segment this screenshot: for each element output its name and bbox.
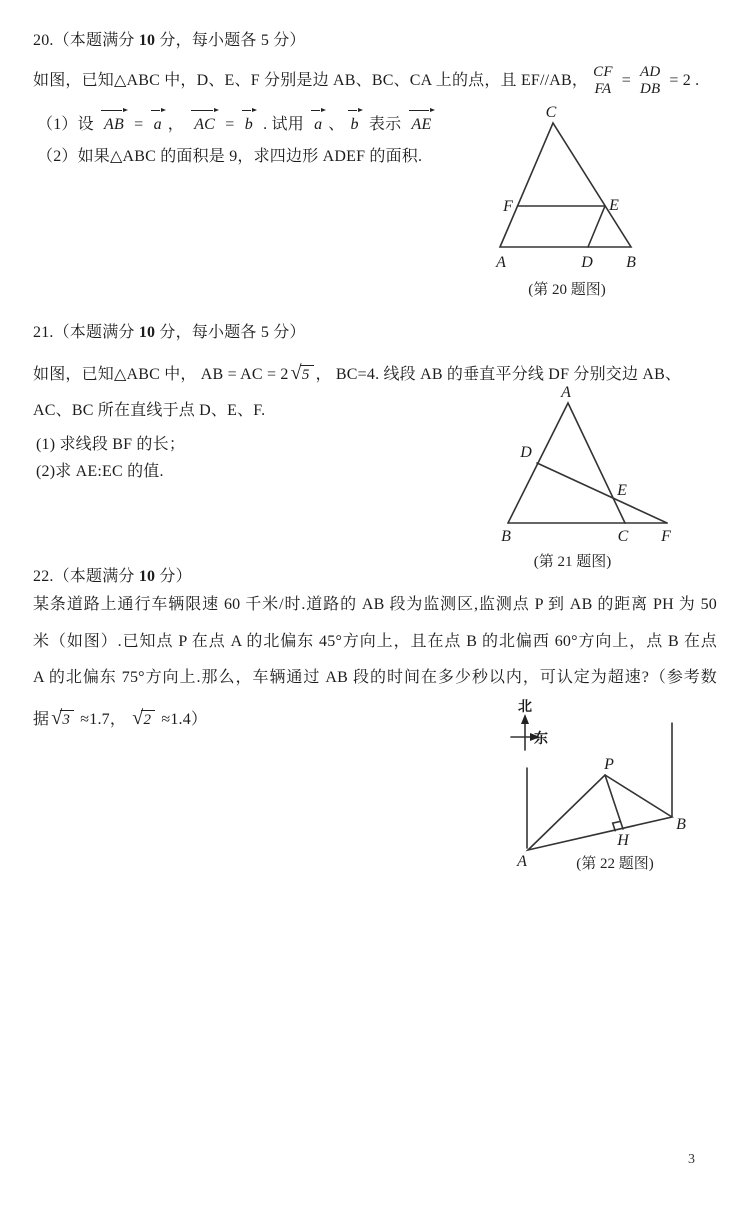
sqrt-3 xyxy=(51,706,74,731)
radical-sign: √ xyxy=(51,706,63,729)
problem21-intro-pre: 如图，已知△ABC 中， AB = AC = 2 xyxy=(33,366,289,383)
fraction-cf-fa xyxy=(593,64,613,99)
separator: 、 xyxy=(328,116,345,133)
compass-east-label: 东 xyxy=(534,730,548,746)
vector-b: b xyxy=(243,114,255,136)
page-number: 3 xyxy=(688,1152,695,1167)
point-label-h: H xyxy=(617,832,629,849)
problem21-part1: (1) 求线段 BF 的长； xyxy=(36,436,186,453)
problem21-heading xyxy=(33,322,306,344)
problem20-part1 xyxy=(37,112,437,138)
vector-a: a xyxy=(152,114,164,136)
problem22-text-line4 xyxy=(33,703,207,737)
problem20-heading xyxy=(33,30,306,52)
problem20-heading-pre: 20.（本题满分 xyxy=(33,32,139,49)
sqrt-2 xyxy=(132,706,155,731)
triangle-abc xyxy=(500,123,631,247)
problem22-text-line3: A 的北偏东 75°方向上.那么，车辆通过 AB 段的时间在多少秒以内，可认定为超速?（参考数 xyxy=(33,669,717,686)
point-label-a: A xyxy=(517,853,527,870)
problem20-heading-score: 10 xyxy=(138,32,156,49)
problem22-heading-score: 10 xyxy=(138,568,156,585)
vector-ae: AE xyxy=(410,114,434,136)
fraction-denominator: FA xyxy=(594,81,612,97)
point-label-e: E xyxy=(609,197,619,214)
point-label-a: A xyxy=(496,254,506,271)
equals-sign: = xyxy=(129,116,148,133)
problem21-heading-post: 分，每小题各 5 分） xyxy=(155,324,306,341)
figure20-caption: (第 20 题图) xyxy=(528,282,606,298)
figure21-caption: (第 21 题图) xyxy=(533,554,612,570)
approx-1-7: ≈1.7， xyxy=(76,711,131,728)
problem21-part2: (2)求 AE:EC 的值. xyxy=(36,463,164,480)
problem22-heading-pre: 22.（本题满分 xyxy=(33,568,139,585)
triangle-apb xyxy=(528,775,672,850)
fraction-numerator: CF xyxy=(593,63,613,80)
radicand: 2 xyxy=(141,710,155,731)
point-label-b: B xyxy=(501,528,511,545)
figure22-caption: (第 22 题图) xyxy=(576,856,654,872)
vector-a: a xyxy=(312,114,324,136)
point-label-c: C xyxy=(545,104,557,121)
triangle-sides-ba-ac xyxy=(508,403,625,523)
problem22-heading xyxy=(33,566,192,588)
point-label-a: A xyxy=(561,385,571,401)
point-label-f: F xyxy=(503,198,513,215)
radical-sign: √ xyxy=(132,706,144,729)
point-label-p: P xyxy=(604,756,614,773)
figure-problem21-triangle xyxy=(470,385,700,547)
figure-problem22-road xyxy=(480,695,715,873)
point-label-e: E xyxy=(617,482,627,499)
problem20-intro-text: 如图，已知△ABC 中，D、E、F 分别是边 AB、BC、CA 上的点，且 EF//AB， xyxy=(33,72,589,89)
approx-1-4: ≈1.4） xyxy=(157,711,208,728)
segment-de xyxy=(588,206,605,247)
problem21-intro-post: ， BC=4. 线段 AB 的垂直平分线 DF 分别交边 AB、 xyxy=(315,366,682,383)
equals-sign: = xyxy=(221,116,239,133)
radicand: 5 xyxy=(300,365,314,386)
vector-b: b xyxy=(349,114,361,136)
part1-middle-text: . 试用 xyxy=(258,116,309,133)
radical-sign: √ xyxy=(290,361,302,384)
fraction-ad-db xyxy=(640,64,660,99)
point-label-b: B xyxy=(676,816,686,833)
problem20-part2: （2）如果△ABC 的面积是 9，求四边形 ADEF 的面积. xyxy=(37,148,423,165)
point-label-d: D xyxy=(520,444,532,461)
problem21-intro-line2: AC、BC 所在直线于点 D、E、F. xyxy=(33,402,266,419)
problem22-text-line2: 米（如图）.已知点 P 在点 A 的北偏东 45°方向上，且在点 B 的北偏西 60°方向上，点 B 在点 xyxy=(33,633,717,650)
part1-prefix: （1）设 xyxy=(37,116,99,133)
comma: ， xyxy=(167,116,189,133)
segment-df xyxy=(537,463,667,523)
point-label-b: B xyxy=(626,254,636,271)
problem22-heading-post: 分） xyxy=(155,568,192,585)
equals-two: = 2 . xyxy=(669,72,700,89)
fraction-denominator: DB xyxy=(639,81,661,97)
figure-problem20-triangle xyxy=(455,95,725,273)
vector-ac: AC xyxy=(192,114,217,136)
vector-ab: AB xyxy=(102,114,126,136)
problem21-heading-score: 10 xyxy=(138,324,156,341)
equals-sign: = xyxy=(621,72,631,89)
problem20-heading-post: 分，每小题各 5 分） xyxy=(155,32,306,49)
compass-north-label: 北 xyxy=(518,698,532,714)
reference-data-text: 据 xyxy=(33,711,50,728)
radicand: 3 xyxy=(60,710,74,731)
point-label-d: D xyxy=(581,254,593,271)
fraction-numerator: AD xyxy=(639,63,661,80)
problem21-heading-pre: 21.（本题满分 xyxy=(33,324,139,341)
north-arrow-icon xyxy=(521,714,529,724)
part1-express-text: 表示 xyxy=(364,116,406,133)
point-label-c: C xyxy=(617,528,629,545)
point-label-f: F xyxy=(661,528,671,545)
problem22-text-line1: 某条道路上通行车辆限速 60 千米/时.道路的 AB 段为监测区,监测点 P 到 AB 的距离 PH 为 50 xyxy=(33,596,717,613)
sqrt-5 xyxy=(290,361,314,386)
